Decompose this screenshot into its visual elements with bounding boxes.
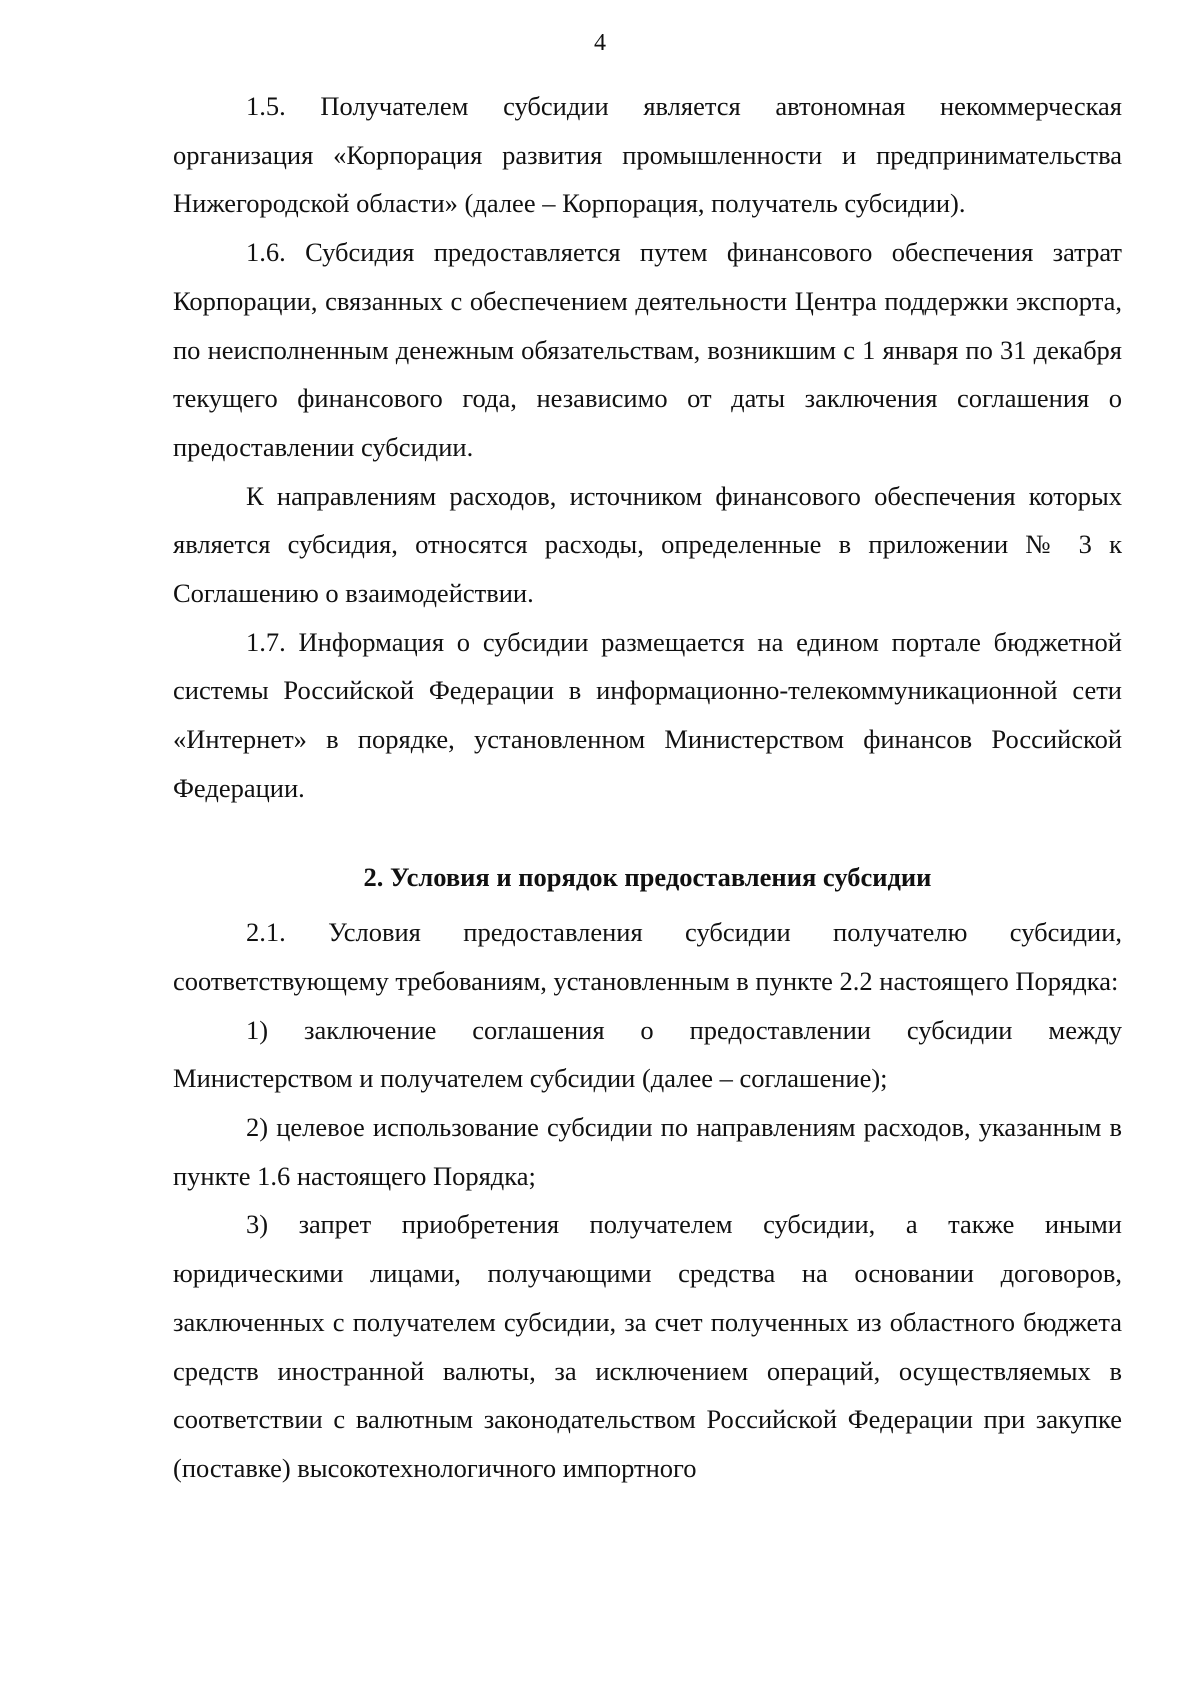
section-heading: 2. Условия и порядок предоставления субсидии xyxy=(363,861,932,892)
list-item-2: 2) целевое использование субсидии по направлениям расходов, указанным в пункте 1.6 настоящего Порядка; xyxy=(173,1112,1122,1191)
paragraph-1-7: 1.7. Информация о субсидии размещается на едином портале бюджетной системы Российской Федерации в информационно-телекоммуникационной сети «Интернет» в порядке, установленном Министерством финансов Российской Федерации. xyxy=(173,626,1122,803)
paragraph-2-1: 2.1. Условия предоставления субсидии получателю субсидии, соответствующему требованиям, установленным в пункте 2.2 настоящего Порядка: xyxy=(173,917,1122,996)
paragraph-1-6: 1.6. Субсидия предоставляется путем финансового обеспечения затрат Корпорации, связанных с обеспечением деятельности Центра поддержки экспорта, по неисполненным денежным обязательствам, возникшим с 1 января по 31 декабря текущего финансового года, независимо от даты заключения соглашения о предоставлении субсидии. xyxy=(173,237,1122,462)
list-item-3: 3) запрет приобретения получателем субсидии, а также иными юридическими лицами, получающими средства на основании договоров, заключенных с получателем субсидии, за счет полученных из областного бюджета средств иностранной валюты, за исключением операций, осуществляемых в соответствии с валютным законодательством Российской Федерации при закупке (поставке) высокотехнологичного импортного xyxy=(173,1209,1122,1483)
paragraph-1-5: 1.5. Получателем субсидии является автономная некоммерческая организация «Корпорация развития промышленности и предпринимательства Нижегородской области» (далее – Корпорация, получатель субсидии). xyxy=(173,91,1122,219)
page-number: 4 xyxy=(594,30,606,56)
paragraph-expense-directions: К направлениям расходов, источником финансового обеспечения которых является субсидия, относятся расходы, определенные в приложении № 3 к Соглашению о взаимодействии. xyxy=(173,480,1122,609)
document-body xyxy=(173,82,1122,1493)
list-item-1: 1) заключение соглашения о предоставлении субсидии между Министерством и получателем субсидии (далее – соглашение); xyxy=(173,1014,1122,1094)
